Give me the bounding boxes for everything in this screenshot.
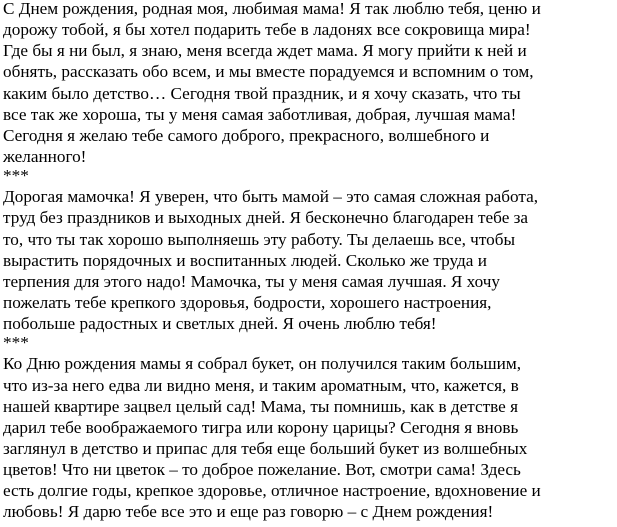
text-line: желанного! (3, 146, 87, 166)
text-line: побольше радостных и светлых дней. Я очень люблю тебя! (3, 314, 437, 334)
text-line: цветов! Что ни цветок – то доброе пожелание. Вот, смотри сама! Здесь (3, 460, 521, 480)
text-line: любовь! Я дарю тебе все это и еще раз говорю – с Днем рождения! (3, 502, 494, 522)
text-line: нашей квартире зацвел целый сад! Мама, ты помнишь, как в детстве я (3, 396, 518, 416)
paragraph-1 (3, 0, 614, 167)
text-line: вырастить порядочных и воспитанных людей. Сколько же труда и (3, 250, 487, 270)
text-line: то, что ты так хорошо выполняешь эту работу. Ты делаешь все, чтобы (3, 229, 515, 249)
text-line: Где бы я ни был, я знаю, меня всегда ждет мама. Я могу прийти к ней и (3, 41, 527, 61)
text-line: С Днем рождения, родная моя, любимая мама! Я так люблю тебя, ценю и (3, 0, 541, 18)
paragraph-3 (3, 332, 614, 522)
text-line: есть долгие годы, крепкое здоровье, отличное настроение, вдохновение и (3, 481, 541, 501)
text-line: дарил тебе воображаемого тигра или корону царицы? Сегодня я вновь (3, 417, 519, 437)
text-line: что из-за него едва ли видно меня, и таким ароматным, что, кажется, в (3, 375, 519, 395)
text-line: Сегодня я желаю тебе самого доброго, прекрасного, волшебного и (3, 125, 490, 145)
text-line: каким было детство… Сегодня твой праздник, и я хочу сказать, что ты (3, 83, 521, 103)
text-line: труд без праздников и выходных дней. Я бесконечно благодарен тебе за (3, 208, 529, 228)
text-line: дорожу тобой, я бы хотел подарить тебе в ладонях все сокровища мира! (3, 20, 531, 40)
text-line: обнять, рассказать обо всем, и мы вместе порадуемся и вспомним о том, (3, 62, 534, 82)
text-line: все так же хороша, ты у меня самая заботливая, добрая, лучшая мама! (3, 104, 517, 124)
paragraph-2 (3, 165, 614, 334)
section-separator: *** (3, 166, 29, 186)
text-line: Ко Дню рождения мамы я собрал букет, он получился таким большим, (3, 354, 522, 374)
text-line: Дорогая мамочка! Я уверен, что быть мамой – это самая сложная работа, (3, 187, 539, 207)
text-line: заглянул в детство и припас для тебя еще больший букет из волшебных (3, 438, 528, 458)
text-line: пожелать тебе крепкого здоровья, бодрости, хорошего настроения, (3, 292, 492, 312)
section-separator: *** (3, 333, 29, 353)
text-line: терпения для этого надо! Мамочка, ты у меня самая лучшая. Я хочу (3, 271, 501, 291)
